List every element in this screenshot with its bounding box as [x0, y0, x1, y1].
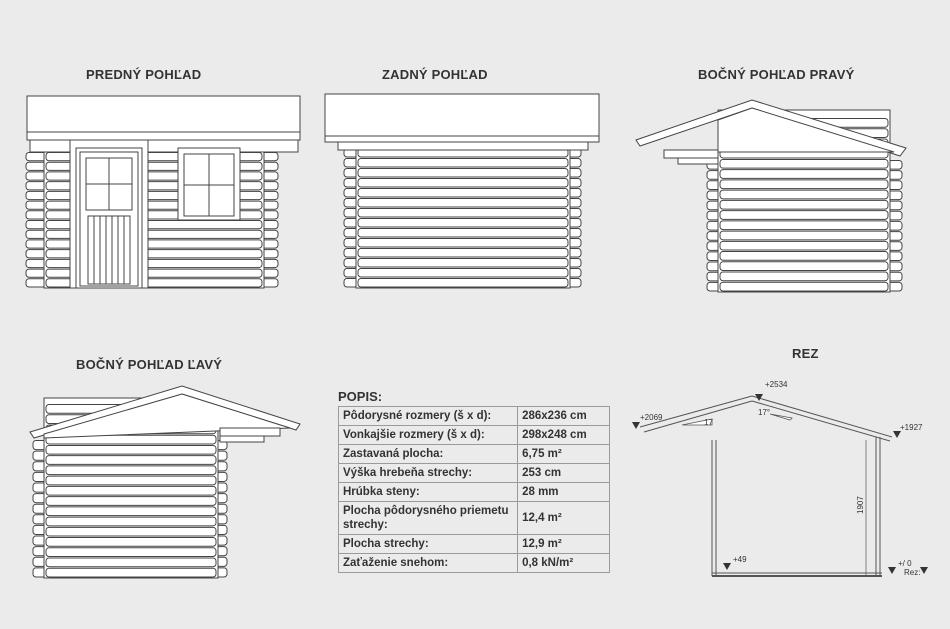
- spec-row: [339, 483, 610, 502]
- spec-label: Hrúbka steny:: [339, 483, 518, 502]
- front-elevation: [26, 96, 300, 288]
- spec-value: 6,75 m²: [518, 445, 610, 464]
- roof-angle-left: 17: [704, 418, 713, 427]
- front-view-title: PREDNÝ POHĽAD: [86, 67, 202, 82]
- spec-label: Pôdorysné rozmery (š x d):: [339, 407, 518, 426]
- wall-log: [46, 558, 216, 567]
- section-view-title: REZ: [792, 346, 819, 361]
- roof-edge: [27, 132, 300, 140]
- wall-log: [46, 445, 216, 454]
- floor-level: +49: [733, 555, 747, 564]
- wall-log: [46, 466, 216, 475]
- wall-log: [358, 269, 568, 278]
- section-mark: Rez:: [904, 568, 921, 577]
- wall-log: [358, 259, 568, 268]
- back-view-title: ZADNÝ POHĽAD: [382, 67, 488, 82]
- wall-log: [358, 239, 568, 248]
- wall-log: [46, 568, 216, 577]
- spec-row: [339, 426, 610, 445]
- wall-log: [46, 476, 216, 485]
- wall-log: [358, 249, 568, 258]
- wall-log: [358, 229, 568, 238]
- wall-log: [358, 199, 568, 208]
- spec-row: [339, 464, 610, 483]
- roof-underside: [338, 142, 588, 150]
- wall-log: [46, 548, 216, 557]
- left-side-elevation: [30, 386, 300, 578]
- left-eave-level: +2069: [640, 413, 663, 422]
- wall-log: [720, 180, 888, 189]
- spec-value: 253 cm: [518, 464, 610, 483]
- spec-value: 28 mm: [518, 483, 610, 502]
- purlin: [220, 428, 280, 436]
- spec-heading: POPIS:: [338, 389, 383, 404]
- wall-log: [720, 252, 888, 261]
- right-side-elevation: [636, 100, 906, 292]
- wall-log: [358, 279, 568, 288]
- right-view-title: BOČNÝ POHĽAD PRAVÝ: [698, 67, 855, 82]
- roof-angle-right: 17°: [758, 408, 771, 417]
- roof-edge: [325, 136, 599, 142]
- wall-height-dimension: 1907: [856, 496, 865, 514]
- wall-log: [358, 169, 568, 178]
- spec-label: Plocha pôdorysného priemetu strechy:: [339, 502, 518, 535]
- spec-value: 286x236 cm: [518, 407, 610, 426]
- purlin: [664, 150, 718, 158]
- wall-log: [720, 282, 888, 291]
- wall-log: [720, 211, 888, 220]
- roof-fascia: [27, 96, 300, 132]
- wall-log: [720, 241, 888, 250]
- wall-log: [46, 517, 216, 526]
- section-drawing: [632, 394, 928, 576]
- spec-label: Zaťaženie snehom:: [339, 554, 518, 573]
- wall-log: [720, 221, 888, 230]
- wall-log: [358, 159, 568, 168]
- roof-fascia: [325, 94, 599, 136]
- spec-row: [339, 535, 610, 554]
- spec-row: [339, 407, 610, 426]
- wall-log: [720, 262, 888, 271]
- purlin: [220, 436, 264, 442]
- ridge-level: +2534: [765, 380, 788, 389]
- wall-log: [720, 272, 888, 281]
- wall-log: [720, 190, 888, 199]
- spec-row: [339, 554, 610, 573]
- wall-log: [46, 507, 216, 516]
- ground-level: +/ 0: [898, 559, 912, 568]
- right-eave-level: +1927: [900, 423, 923, 432]
- spec-table: [338, 406, 610, 573]
- spec-panel: [338, 389, 610, 573]
- spec-value: 0,8 kN/m²: [518, 554, 610, 573]
- spec-value: 12,9 m²: [518, 535, 610, 554]
- wall-log: [46, 538, 216, 547]
- left-view-title: BOČNÝ POHĽAD ĽAVÝ: [76, 357, 223, 372]
- wall-log: [720, 170, 888, 179]
- spec-row: [339, 445, 610, 464]
- spec-label: Plocha strechy:: [339, 535, 518, 554]
- wall-log: [358, 209, 568, 218]
- spec-row: [339, 502, 610, 535]
- spec-value: 12,4 m²: [518, 502, 610, 535]
- spec-label: Vonkajšie rozmery (š x d):: [339, 426, 518, 445]
- wall-log: [46, 527, 216, 536]
- purlin: [678, 158, 718, 164]
- back-elevation: [325, 94, 599, 288]
- wall-log: [720, 159, 888, 168]
- wall-log: [358, 179, 568, 188]
- spec-value: 298x248 cm: [518, 426, 610, 445]
- wall-log: [720, 200, 888, 209]
- wall-log: [358, 189, 568, 198]
- wall-log: [720, 231, 888, 240]
- wall-log: [46, 456, 216, 465]
- wall-log: [358, 219, 568, 228]
- spec-label: Zastavaná plocha:: [339, 445, 518, 464]
- spec-label: Výška hrebeňa strechy:: [339, 464, 518, 483]
- wall-log: [46, 486, 216, 495]
- wall-log: [46, 497, 216, 506]
